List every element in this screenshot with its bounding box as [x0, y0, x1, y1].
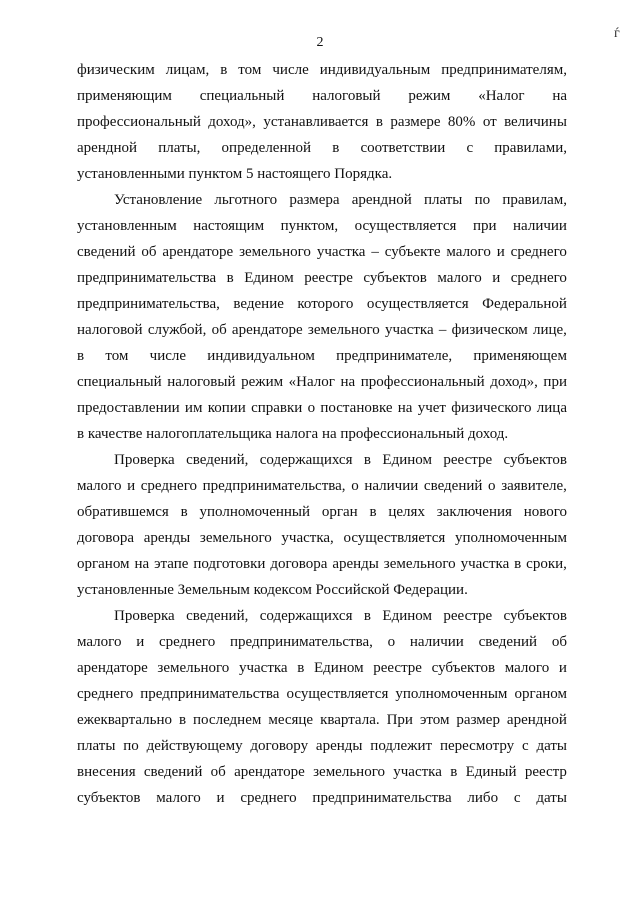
text-line: платы по действующему договору аренды подлежит пересмотру с даты [77, 738, 567, 754]
text-line: физическим лицам, в том числе индивидуальным предпринимателям, [77, 62, 567, 78]
text-line: в качестве налогоплательщика налога на профессиональный доход. [77, 426, 509, 442]
corner-handwritten-mark: ѓ [614, 26, 620, 41]
text-line: специальный налоговый режим «Налог на профессиональный доход», при [77, 374, 567, 390]
text-line: предоставлении им копии справки о постановке на учет физического лица [77, 400, 567, 416]
text-line: обратившемся в уполномоченный орган в целях заключения нового [77, 504, 567, 520]
text-line: субъектов малого и среднего предпринимательства либо с даты [77, 790, 567, 806]
body-text [77, 57, 567, 811]
text-line: установленные Земельным кодексом Российской Федерации. [77, 582, 468, 598]
text-line: среднего предпринимательства осуществляется уполномоченным органом [77, 686, 567, 702]
text-line: применяющим специальный налоговый режим «Налог на [77, 88, 567, 104]
page-number: 2 [316, 35, 324, 50]
text-line: Установление льготного размера арендной платы по правилам, [114, 192, 567, 208]
text-line: Проверка сведений, содержащихся в Едином реестре субъектов [114, 452, 567, 468]
text-line: профессиональный доход», устанавливается в размере 80% от величины [77, 114, 567, 130]
text-line: предпринимательства в Едином реестре субъектов малого и среднего [77, 270, 567, 286]
text-line: предпринимательства, ведение которого осуществляется Федеральной [77, 296, 567, 312]
text-line: договора аренды земельного участка, осуществляется уполномоченным [77, 530, 567, 546]
text-line: внесения сведений об арендаторе земельного участка в Единый реестр [77, 764, 567, 780]
text-line: малого и среднего предпринимательства, о наличии сведений о заявителе, [77, 478, 567, 494]
text-line: установленными пунктом 5 настоящего Порядка. [77, 166, 393, 182]
text-line: арендаторе земельного участка в Едином реестре субъектов малого и [77, 660, 567, 676]
text-line: малого и среднего предпринимательства, о наличии сведений об [77, 634, 567, 650]
text-line: органом на этапе подготовки договора аренды земельного участка в сроки, [77, 556, 567, 572]
text-line: сведений об арендаторе земельного участка – субъекте малого и среднего [77, 244, 567, 260]
text-line: Проверка сведений, содержащихся в Едином реестре субъектов [114, 608, 567, 624]
text-line: налоговой службой, об арендаторе земельного участка – физическом лице, [77, 322, 567, 338]
text-line: в том числе индивидуальном предпринимателе, применяющем [77, 348, 567, 364]
text-line: арендной платы, определенной в соответствии с правилами, [77, 140, 567, 156]
text-line: ежеквартально в последнем месяце квартала. При этом размер арендной [77, 712, 567, 728]
text-line: установленным настоящим пунктом, осуществляется при наличии [77, 218, 567, 234]
